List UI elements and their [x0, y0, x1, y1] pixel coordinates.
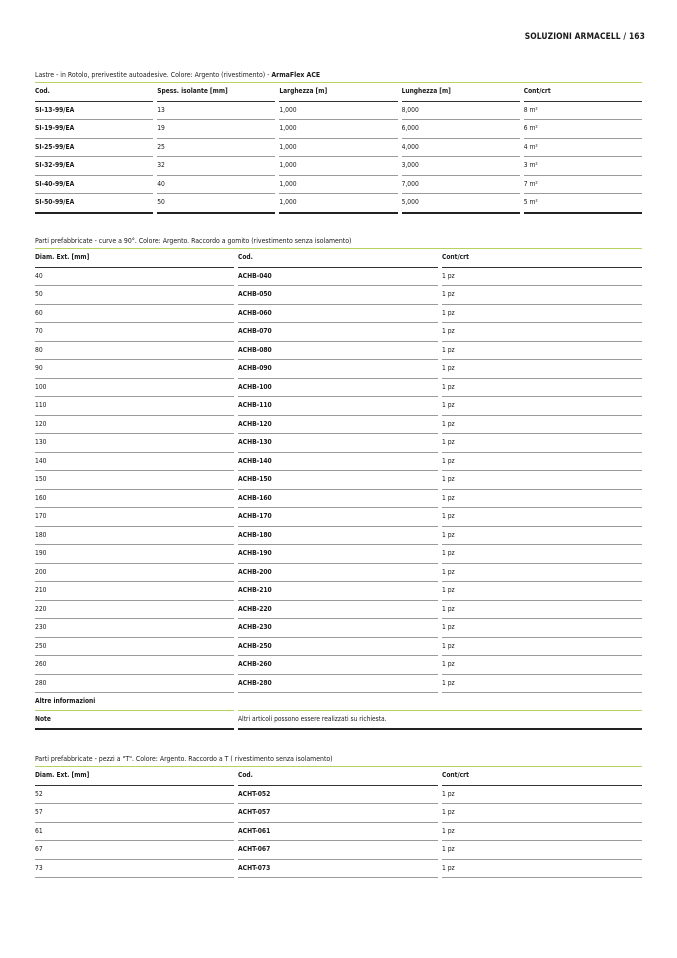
table-cell: 260 — [35, 656, 234, 675]
table-cell: ACHB-140 — [238, 453, 438, 472]
table-cell: ACHB-190 — [238, 545, 438, 564]
table-cell: 1 pz — [442, 860, 642, 879]
table-cell: 3 m² — [524, 157, 642, 176]
table-cell: ACHB-160 — [238, 490, 438, 509]
table-cell: 32 — [157, 157, 275, 176]
table-cell: SI-50-99/EA — [35, 194, 153, 214]
table-cell: 130 — [35, 434, 234, 453]
table-cell: 220 — [35, 601, 234, 620]
table-cell: SI-19-99/EA — [35, 120, 153, 139]
table-cell: ACHB-250 — [238, 638, 438, 657]
column-header: Cod. — [35, 83, 153, 102]
table-cell: 80 — [35, 342, 234, 361]
column-header: Cod. — [238, 767, 438, 786]
section-tees — [35, 754, 642, 878]
table-cell: 1 pz — [442, 619, 642, 638]
table-cell: ACHB-210 — [238, 582, 438, 601]
table-cell: 1,000 — [279, 139, 397, 158]
table-cell: SI-13-99/EA — [35, 102, 153, 121]
table-cell: 1 pz — [442, 564, 642, 583]
table-cell: 1 pz — [442, 268, 642, 287]
table-cell: 150 — [35, 471, 234, 490]
column-header: Cont/crt — [524, 83, 642, 102]
table-cell: 1,000 — [279, 194, 397, 214]
table-cell: 1 pz — [442, 305, 642, 324]
table-cell: 200 — [35, 564, 234, 583]
tees-table — [35, 767, 642, 878]
column-header: Diam. Ext. [mm] — [35, 767, 234, 786]
table-cell: 25 — [157, 139, 275, 158]
table-cell: 57 — [35, 804, 234, 823]
table-cell: 180 — [35, 527, 234, 546]
column-header: Cont/crt — [442, 249, 642, 268]
table-cell: 8,000 — [402, 102, 520, 121]
table-cell: ACHB-070 — [238, 323, 438, 342]
table-cell: 1 pz — [442, 656, 642, 675]
table-cell: ACHB-080 — [238, 342, 438, 361]
table-cell: 1 pz — [442, 397, 642, 416]
table-cell: 1 pz — [442, 508, 642, 527]
table-cell: ACHB-120 — [238, 416, 438, 435]
table-cell: 5 m² — [524, 194, 642, 214]
table-cell: 1 pz — [442, 786, 642, 805]
table-cell: 1,000 — [279, 176, 397, 195]
table-cell: 140 — [35, 453, 234, 472]
table-cell: ACHB-170 — [238, 508, 438, 527]
table-cell: 1,000 — [279, 102, 397, 121]
note-label: Note — [35, 710, 234, 730]
table-cell: 1 pz — [442, 471, 642, 490]
table-cell: 3,000 — [402, 157, 520, 176]
table-cell: ACHB-100 — [238, 379, 438, 398]
table-cell: SI-40-99/EA — [35, 176, 153, 195]
table-cell: ACHB-060 — [238, 305, 438, 324]
table-cell: 61 — [35, 823, 234, 842]
table-cell: 110 — [35, 397, 234, 416]
table-cell: 1 pz — [442, 379, 642, 398]
table-cell: 6,000 — [402, 120, 520, 139]
table-cell: 120 — [35, 416, 234, 435]
table-cell: ACHB-150 — [238, 471, 438, 490]
table-cell: ACHT-073 — [238, 860, 438, 879]
table-cell: ACHB-110 — [238, 397, 438, 416]
table-cell: 40 — [35, 268, 234, 287]
table-cell: 1 pz — [442, 545, 642, 564]
table-cell: ACHT-052 — [238, 786, 438, 805]
column-header: Cont/crt — [442, 767, 642, 786]
table-cell: 8 m² — [524, 102, 642, 121]
table-cell: 100 — [35, 379, 234, 398]
table-cell: 1 pz — [442, 342, 642, 361]
table-cell: 1 pz — [442, 416, 642, 435]
table-cell: ACHB-180 — [238, 527, 438, 546]
table-cell: 60 — [35, 305, 234, 324]
table-cell: 1 pz — [442, 360, 642, 379]
table-cell: 90 — [35, 360, 234, 379]
table-cell: 1 pz — [442, 323, 642, 342]
table-cell: ACHT-067 — [238, 841, 438, 860]
table-cell: 210 — [35, 582, 234, 601]
section-sheets — [35, 70, 642, 214]
table-cell: 170 — [35, 508, 234, 527]
table-cell: 160 — [35, 490, 234, 509]
table-cell: 52 — [35, 786, 234, 805]
table-cell: 19 — [157, 120, 275, 139]
table-cell: ACHT-057 — [238, 804, 438, 823]
section-title: Parti prefabbricate - pezzi a "T". Colore: Argento. Raccordo a T ( rivestimento senza isolamento) — [35, 754, 642, 767]
elbows-table — [35, 249, 642, 693]
table-cell: 1,000 — [279, 120, 397, 139]
table-cell: 1 pz — [442, 527, 642, 546]
table-cell: 1 pz — [442, 286, 642, 305]
table-cell: ACHB-050 — [238, 286, 438, 305]
table-cell: 50 — [157, 194, 275, 214]
section-title-main: Lastre - in Rotolo, prerivestite autoadesive. Colore: Argento (rivestimento) - — [35, 71, 272, 79]
note-text: Altri articoli possono essere realizzati su richiesta. — [238, 710, 642, 730]
table-cell: 4,000 — [402, 139, 520, 158]
table-cell: ACHB-200 — [238, 564, 438, 583]
table-cell: 1 pz — [442, 434, 642, 453]
table-cell: ACHB-040 — [238, 268, 438, 287]
section-title — [35, 70, 642, 83]
table-cell: 1,000 — [279, 157, 397, 176]
table-cell: 73 — [35, 860, 234, 879]
table-cell: ACHB-260 — [238, 656, 438, 675]
column-header: Larghezza [m] — [279, 83, 397, 102]
table-cell: 7,000 — [402, 176, 520, 195]
table-cell: 1 pz — [442, 638, 642, 657]
table-cell: ACHB-280 — [238, 675, 438, 694]
table-cell: 40 — [157, 176, 275, 195]
section-elbows — [35, 236, 642, 730]
table-cell: 1 pz — [442, 490, 642, 509]
table-cell: 70 — [35, 323, 234, 342]
table-cell: 1 pz — [442, 582, 642, 601]
table-cell: 4 m² — [524, 139, 642, 158]
table-cell: 1 pz — [442, 841, 642, 860]
table-cell: 67 — [35, 841, 234, 860]
table-cell: 6 m² — [524, 120, 642, 139]
table-cell: ACHT-061 — [238, 823, 438, 842]
table-cell: 13 — [157, 102, 275, 121]
column-header: Lunghezza [m] — [402, 83, 520, 102]
table-cell: 7 m² — [524, 176, 642, 195]
table-cell: 250 — [35, 638, 234, 657]
info-header: Altre informazioni — [35, 697, 96, 705]
table-cell: ACHB-220 — [238, 601, 438, 620]
table-cell: ACHB-090 — [238, 360, 438, 379]
sheets-table — [35, 83, 642, 214]
section-title-brand: ArmaFlex ACE — [271, 71, 321, 79]
table-cell: 5,000 — [402, 194, 520, 214]
table-cell: 50 — [35, 286, 234, 305]
table-cell: 1 pz — [442, 804, 642, 823]
table-cell: 230 — [35, 619, 234, 638]
table-cell: 190 — [35, 545, 234, 564]
table-cell: 1 pz — [442, 675, 642, 694]
section-title: Parti prefabbricate - curve a 90°. Colore: Argento. Raccordo a gomito (rivestimento senza isolamento) — [35, 236, 642, 249]
table-cell: SI-25-99/EA — [35, 139, 153, 158]
table-cell: 1 pz — [442, 823, 642, 842]
table-cell: 280 — [35, 675, 234, 694]
page-header: SOLUZIONI ARMACELL / 163 — [524, 31, 645, 41]
column-header: Cod. — [238, 249, 438, 268]
note-row — [35, 710, 642, 730]
column-header: Diam. Ext. [mm] — [35, 249, 234, 268]
table-cell: 1 pz — [442, 453, 642, 472]
table-cell: ACHB-230 — [238, 619, 438, 638]
table-cell: 1 pz — [442, 601, 642, 620]
column-header: Spess. isolante [mm] — [157, 83, 275, 102]
table-cell: SI-32-99/EA — [35, 157, 153, 176]
table-cell: ACHB-130 — [238, 434, 438, 453]
